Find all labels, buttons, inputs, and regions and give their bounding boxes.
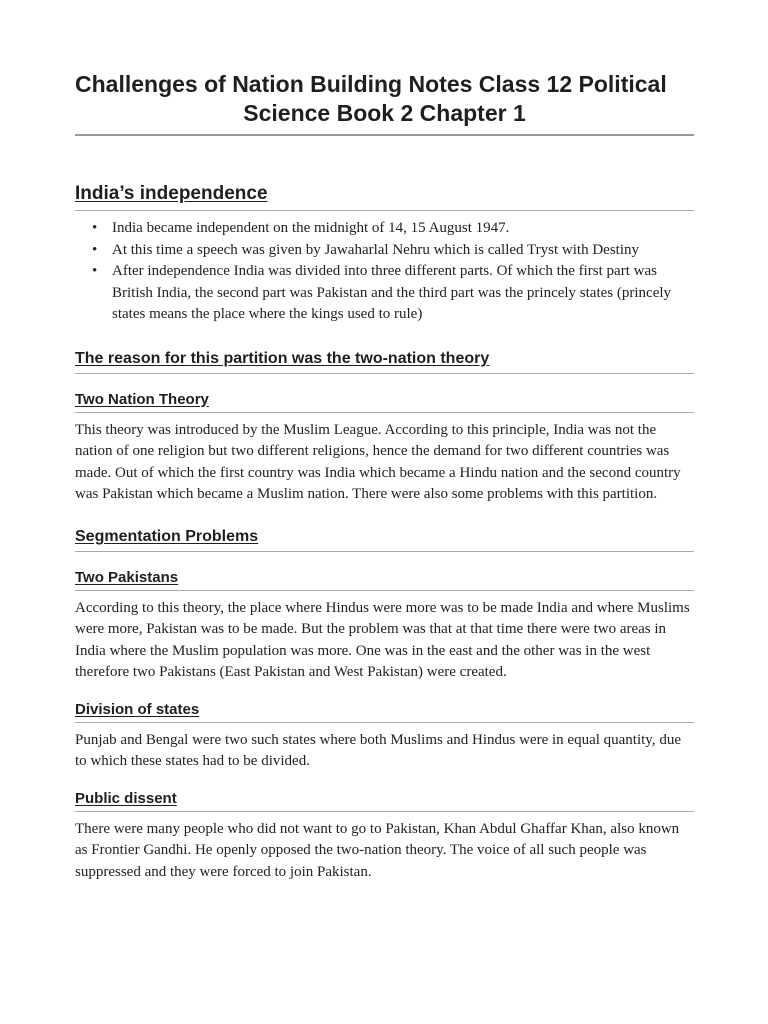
heading-partition-reason: The reason for this partition was the two-nation theory (75, 348, 694, 374)
title-line-2: Science Book 2 Chapter 1 (243, 100, 526, 126)
document-title (75, 70, 694, 136)
list-item: • India became independent on the midnight of 14, 15 August 1947. (112, 218, 694, 240)
title-line-1: Challenges of Nation Building Notes Class 12 Political (75, 71, 667, 97)
two-pakistans-paragraph: According to this theory, the place where Hindus were more was to be made India and where Muslims were more, Pakistan was to be made. But the problem was that at that time there were two areas in India where the Muslim population was more. One was in the east and the other was in the west therefore two Pakistans (East Pakistan and West Pakistan) were created. (75, 599, 690, 680)
public-dissent-paragraph: There were many people who did not want to go to Pakistan, Khan Abdul Ghaffar Khan, also known as Frontier Gandhi. He openly opposed the two-nation theory. The voice of all such people was suppressed and they were forced to join Pakistan. (75, 820, 680, 880)
two-nation-theory-paragraph: This theory was introduced by the Muslim League. According to this principle, India was not the nation of one religion but two different religions, hence the demand for two different countries was made. Out of which the first country was India which became a Hindu nation and the second country was Pakistan which became a Muslim nation. There were also some problems with this partition. (75, 421, 681, 502)
document-page (75, 70, 694, 883)
list-item: • At this time a speech was given by Jawaharlal Nehru which is called Tryst with Destiny (112, 240, 694, 262)
heading-division-of-states: Division of states (75, 700, 694, 723)
heading-two-pakistans: Two Pakistans (75, 568, 694, 591)
list-item: • After independence India was divided into three different parts. Of which the first part was British India, the second part was Pakistan and the third part was the princely states (princely states means the place where the kings used to rule) (112, 261, 694, 326)
heading-public-dissent: Public dissent (75, 789, 694, 812)
division-of-states-paragraph: Punjab and Bengal were two such states where both Muslims and Hindus were in equal quantity, due to which these states had to be divided. (75, 731, 681, 769)
heading-segmentation-problems: Segmentation Problems (75, 526, 694, 552)
heading-indias-independence: India’s independence (75, 181, 694, 211)
heading-two-nation-theory: Two Nation Theory (75, 390, 694, 413)
independence-bullet-list (75, 218, 694, 326)
